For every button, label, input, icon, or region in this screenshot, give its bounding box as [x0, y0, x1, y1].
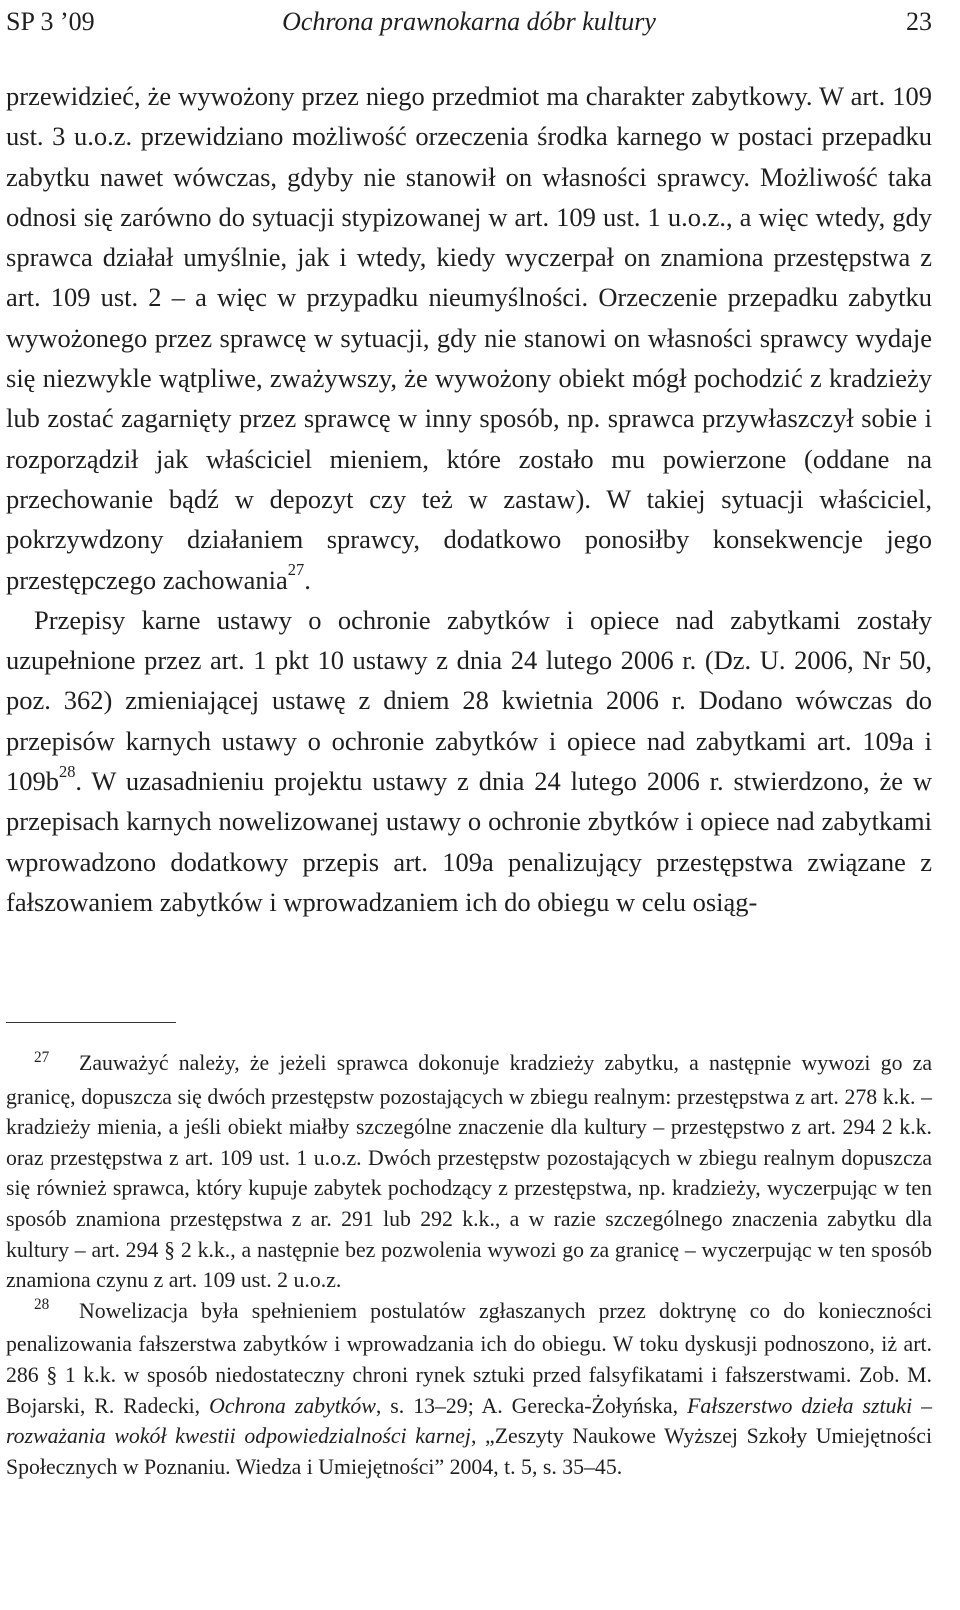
main-text: [6, 76, 932, 922]
running-title: Ochrona prawnokarna dóbr kultury: [282, 7, 656, 36]
paragraph-2-text-a: Przepisy karne ustawy o ochronie zabytków i opiece nad zabytkami zostały uzupełnione przez art. 1 pkt 10 ustawy z dnia 24 lutego 2006 r. (Dz. U. 2006, Nr 50, poz. 362) zmieniającej ustawę z dniem 28 kwietnia 2006 r. Dodano wówczas do przepisów karnych ustawy o ochronie zabytków i opiece nad zabytkami art. 109a i 109b: [6, 604, 932, 797]
footnotes: [6, 1048, 932, 1482]
footnote-27-text: Zauważyć należy, że jeżeli sprawca dokonuje kradzieży zabytku, a następnie wywozi go za granicę, dopuszcza się dwóch przestępstw pozostających w zbiegu realnym: przestępstwa z art. 278 k.k. – kradzieży mienia, a jeśli obiekt miałby szczególne znaczenie dla kultury – przestępstwo z art. 294 2 k.k. oraz przestępstwa z art. 109 ust. 1 u.o.z. Dwóch przestępstw pozostających w zbiegu realnym dopuszcza się również sprawca, który kupuje zabytek pochodzący z przestępstwa, np. kradzieży, wyczerpując w ten sposób znamiona przestępstwa z ar. 291 lub 292 k.k., a w razie szczególnego znaczenia zabytku dla kultury – art. 294 § 2 k.k., a następnie bez pozwolenia wywozi go za granicę – wyczerpując w ten sposób znamiona czynu z art. 109 ust. 2 u.o.z.: [6, 1051, 932, 1293]
paragraph-2-text-b: . W uzasadnieniu projektu ustawy z dnia 24 lutego 2006 r. stwierdzono, że w przepisach karnych nowelizowanej ustawy o ochronie zbytków i opiece nad zabytkami wprowadzono dodatkowy przepis art. 109a penalizujący przestępstwa związane z fałszowaniem zabytków i wprowadzaniem ich do obiegu w celu osiąg-: [6, 766, 932, 917]
page-number: 23: [906, 7, 932, 36]
footnote-separator: [6, 1022, 176, 1023]
footnote-27-number: 27: [34, 1048, 50, 1066]
paragraph-2: [6, 600, 932, 922]
footnote-28-title-1: Ochrona zabytków: [209, 1393, 376, 1418]
footnote-28-number: 28: [34, 1296, 50, 1314]
running-header: [6, 2, 932, 42]
footnote-ref-28[interactable]: 28: [59, 761, 76, 781]
footnote-28-text-a: Nowelizacja była spełnieniem postulatów zgłaszanych przez doktrynę co do konieczności penalizowania fałszerstwa zabytków i wprowadzania ich do obiegu. W toku dyskusji podnoszono, iż art. 286 § 1 k.k. w sposób niedostateczny chroni rynek sztuki przed falsyfikatami i fałszerstwami. Zob. M. Bojarski, R. Radecki,: [6, 1298, 932, 1418]
footnote-28-text-c: , „Zeszyty Naukowe Wyższej Szkoły Umiejętności Społecznych w Poznaniu. Wiedza i Umiejętności” 2004, t. 5, s. 35–45.: [6, 1424, 932, 1479]
paragraph-1-text: przewidzieć, że wywożony przez niego przedmiot ma charakter zabytkowy. W art. 109 ust. 3 u.o.z. przewidziano możliwość orzeczenia środka karnego w postaci przepadku zabytku nawet wówczas, gdyby nie stanowił on własności sprawcy. Możliwość taka odnosi się zarówno do sytuacji stypizowanej w art. 109 ust. 1 u.o.z., a więc wtedy, gdy sprawca działał umyślnie, jak i wtedy, kiedy wyczerpał on znamiona przestępstwa z art. 109 ust. 2 – a więc w przypadku nieumyślności. Orzeczenie przepadku zabytku wywożonego przez sprawcę w sytuacji, gdy nie stanowi on własności sprawcy wydaje się niezwykle wątpliwe, zważywszy, że wywożony obiekt mógł pochodzić z kradzieży lub zostać zagarnięty przez sprawcę w inny sposób, np. sprawca przywłaszczył sobie i rozporządził jak właściciel mieniem, które zostało mu powierzone (oddane na przechowanie bądź w depozyt czy też w zastaw). W takiej sytuacji właściciel, pokrzywdzony działaniem sprawcy, dodatkowo ponosiłby konsekwencje jego przestępczego zachowania: [6, 81, 932, 595]
paragraph-1: [6, 76, 932, 600]
footnote-28-title-2: Fałszerstwo dzieła sztuki – rozważania wokół kwestii odpowiedzialności karnej: [6, 1393, 932, 1449]
footnote-28-text-b: , s. 13–29; A. Gerecka-Żołyńska,: [375, 1393, 688, 1418]
journal-issue: SP 3 ’09: [6, 7, 95, 36]
footnote-ref-27[interactable]: 27: [287, 560, 305, 580]
footnote-27: [6, 1048, 932, 1296]
paragraph-1-end: .: [304, 564, 311, 595]
footnote-28: [6, 1296, 932, 1483]
